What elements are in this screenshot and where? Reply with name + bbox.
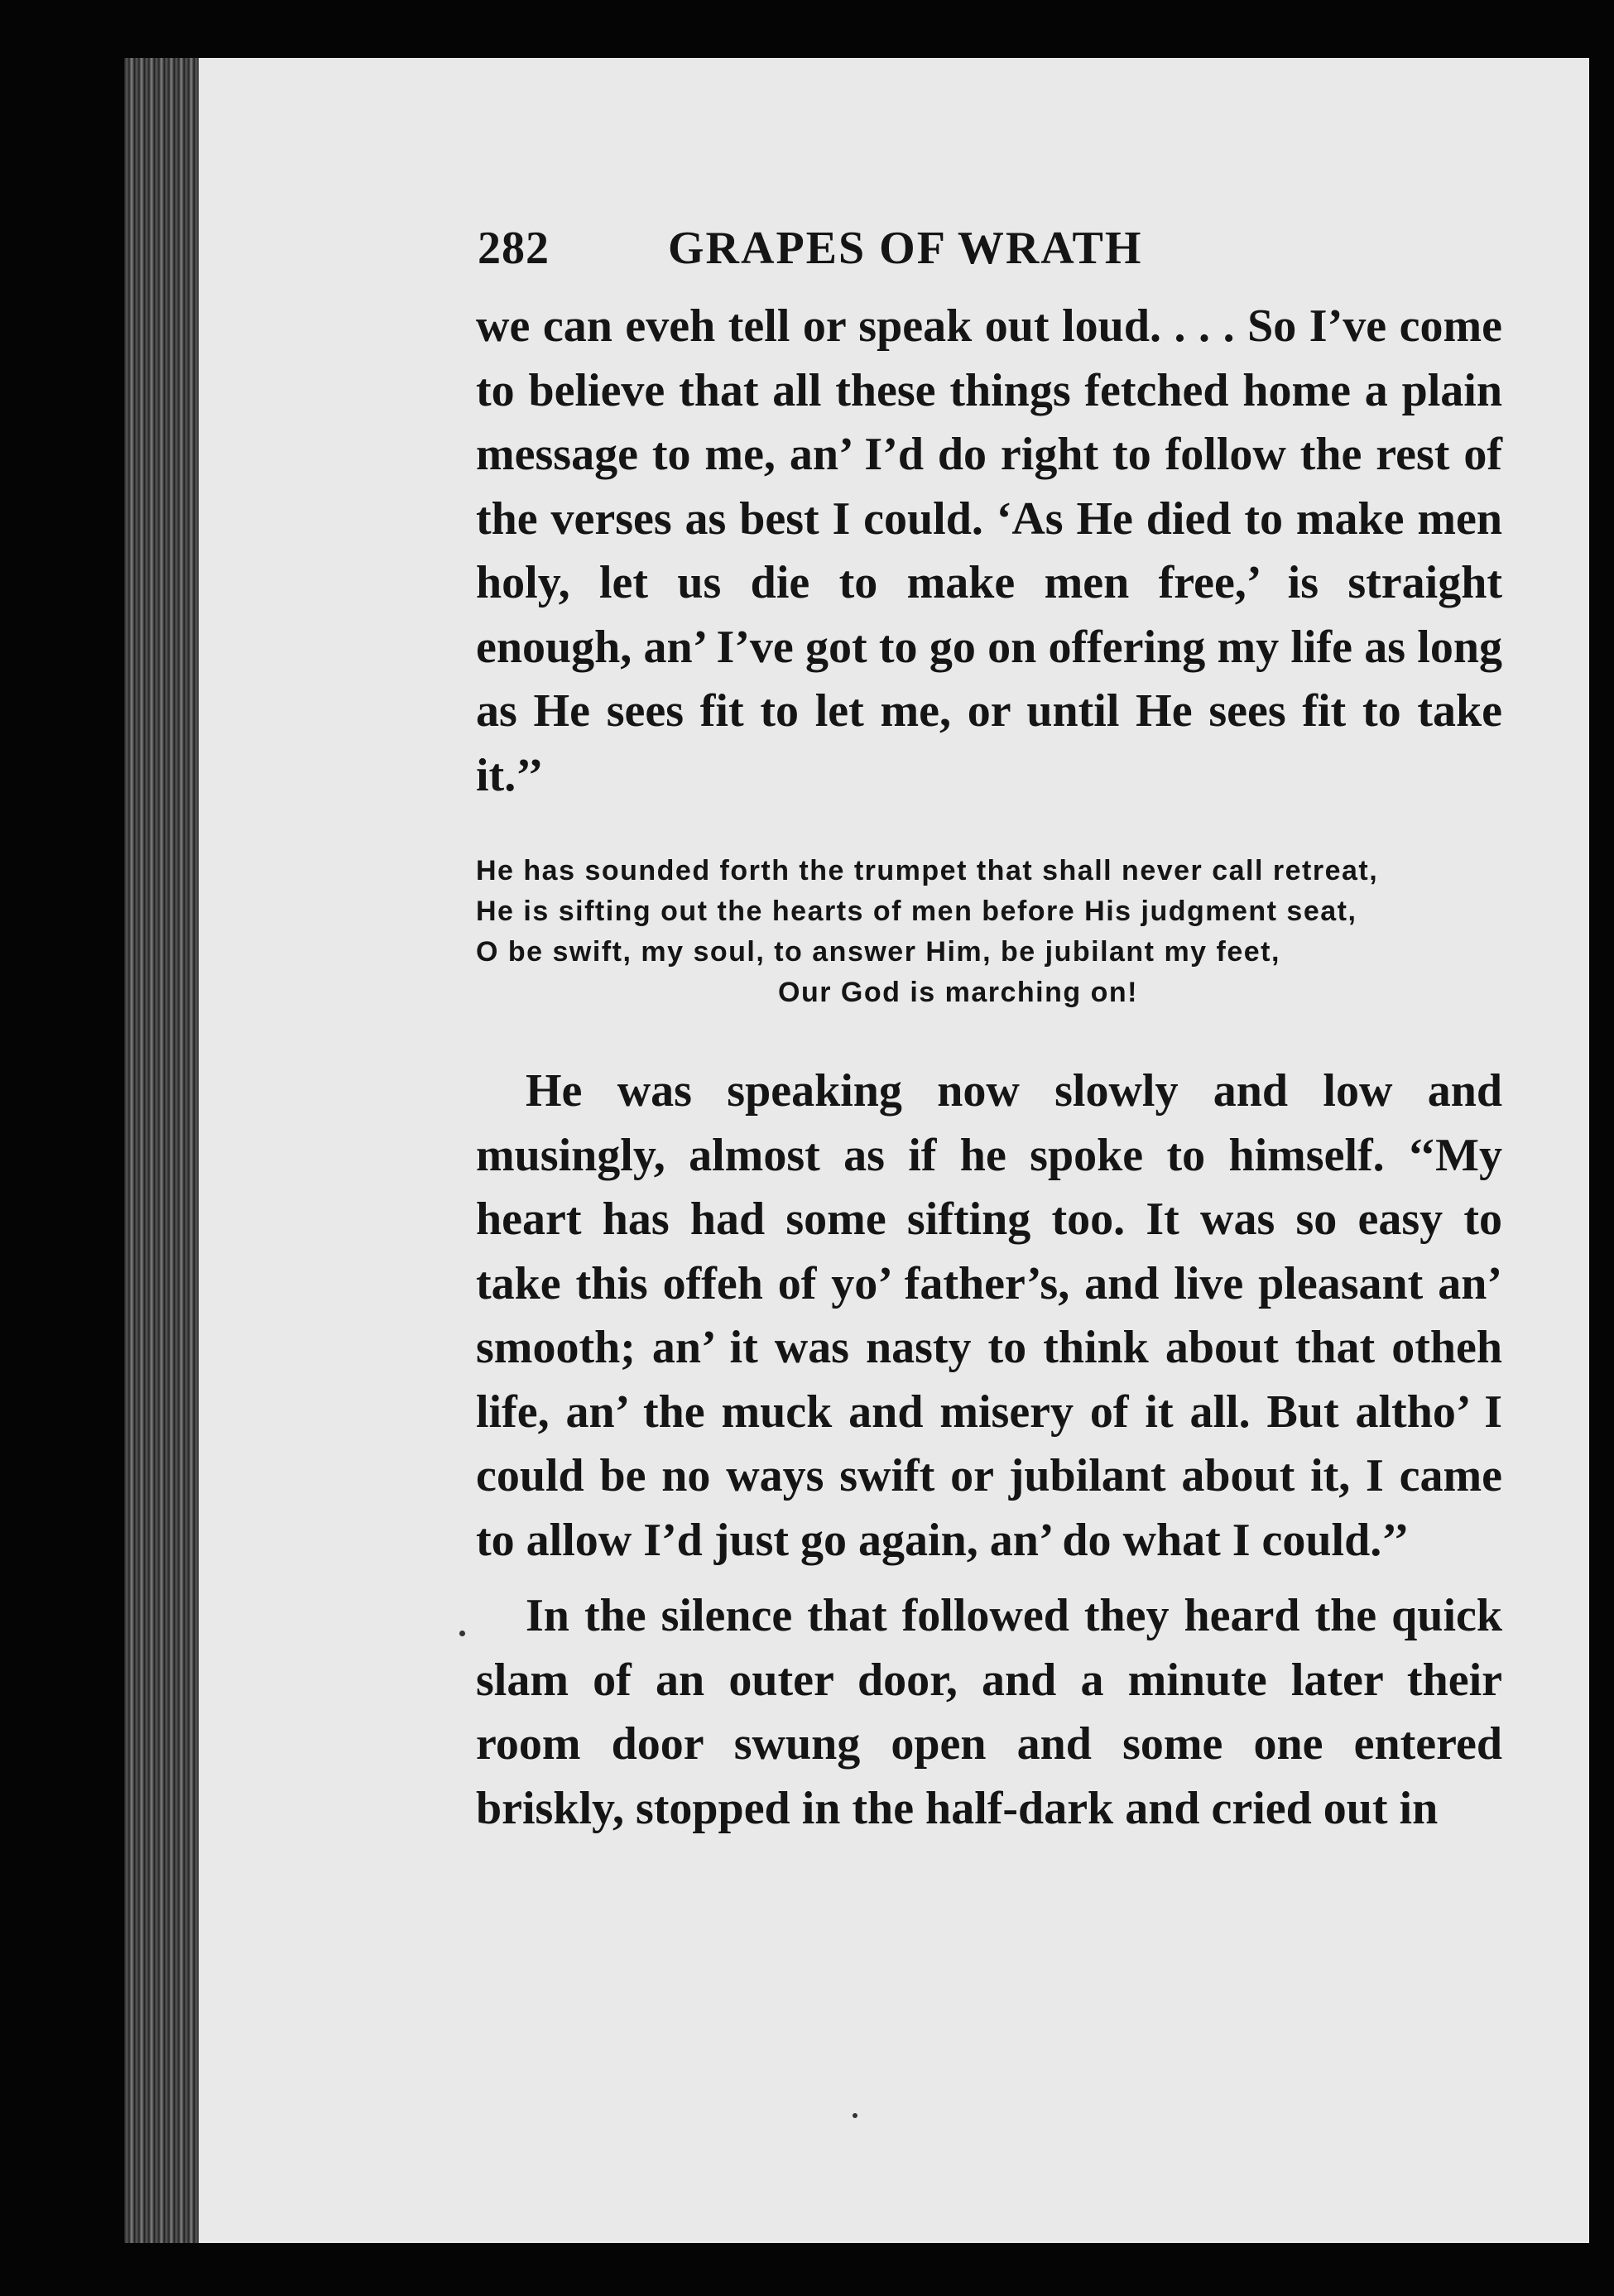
hymn-verse: [476, 851, 1502, 1013]
margin-dot: [459, 1631, 465, 1636]
page-content: [476, 222, 1502, 1841]
verse-line: He is sifting out the hearts of men before His judgment seat,: [476, 896, 1357, 927]
running-header: [478, 222, 1502, 275]
margin-dot: [853, 2113, 857, 2118]
paragraph-text: In the silence that followed they heard the quick slam of an outer door, and a minute later their room door swung open and some one entered briskly, stopped in the half-dark and cried out in: [476, 1590, 1502, 1834]
verse-refrain: Our God is marching on!: [778, 977, 1138, 1008]
verse-line: He has sounded forth the trumpet that shall never call retreat,: [476, 855, 1379, 886]
page-number: 282: [478, 223, 550, 274]
verse-line: O be swift, my soul, to answer Him, be jubilant my feet,: [476, 936, 1280, 968]
running-title: GRAPES OF WRATH: [668, 223, 1143, 274]
paragraph: [476, 1059, 1502, 1573]
paragraph-text: He was speaking now slowly and low and musingly, almost as if he spoke to himself. ‘‘My heart has had some sifting too. It was so easy to take this offeh of yo’ father’s, and live pleasant an’ smooth; an’ it was nasty to think about that otheh life, an’ the muck and misery of it all. But altho’ I could be no ways swift or jubilant about it, I came to allow I’d just go again, an’ do what I could.’’: [476, 1065, 1502, 1566]
paragraph-continuation: we can eveh tell or speak out loud. . . . So I’ve come to believe that all these things fetched home a plain message to me, an’ I’d do right to follow the rest of the verses as best I could. ‘As He died to make men holy, let us die to make men free,’ is straight enough, an’ I’ve got to go on offering my life as long as He sees fit to let me, or until He sees fit to take it.’’: [476, 300, 1502, 801]
paragraph: [476, 1584, 1502, 1841]
